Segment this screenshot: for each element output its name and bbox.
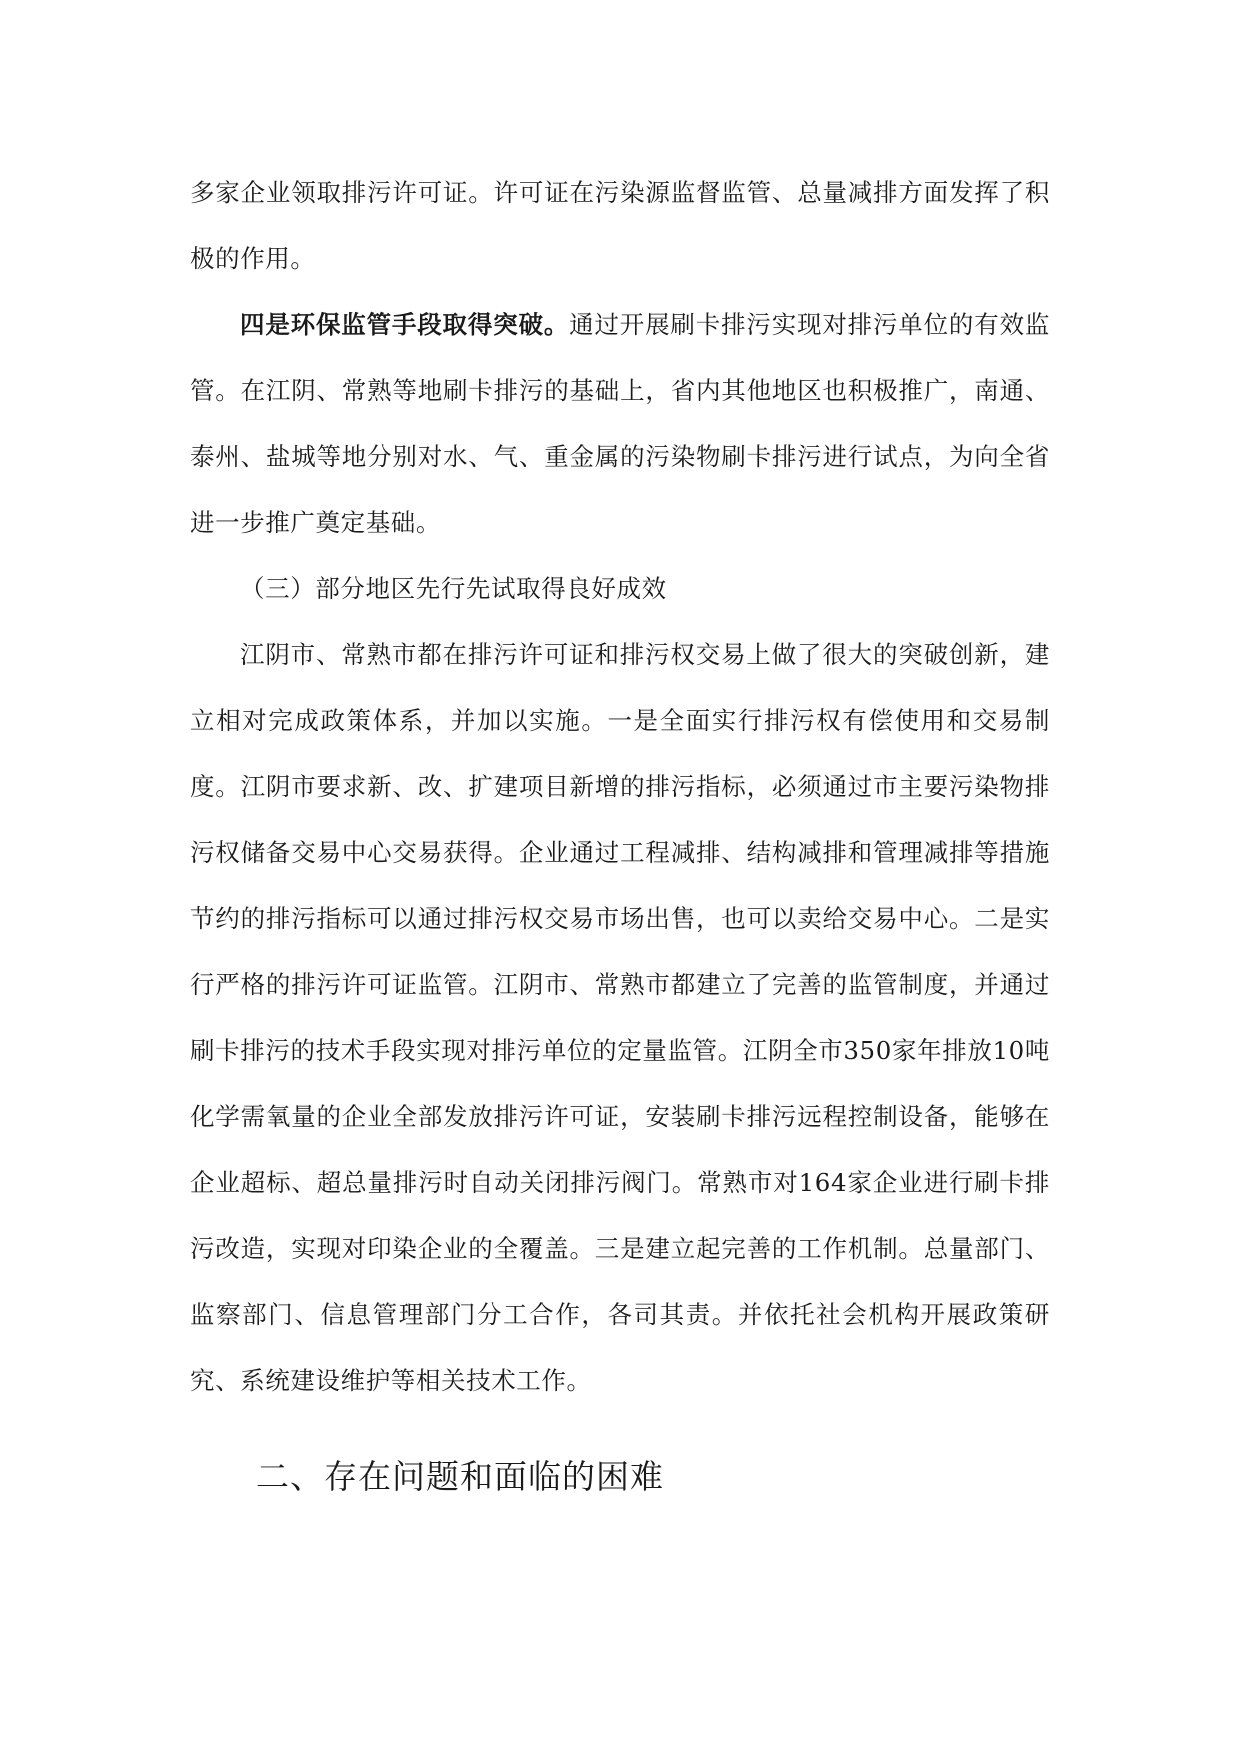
paragraph-permit-role: 多家企业领取排污许可证。许可证在污染源监督监管、总量减排方面发挥了积极的作用。 [190,178,1050,273]
paragraph-jiangyin-changshu: 江阴市、常熟市都在排污许可证和排污权交易上做了很大的突破创新，建立相对完成政策体系，并加以实施。一是全面实行排污权有偿使用和交易制度。江阴市要求新、改、扩建项目新增的排污指标，必须通过市主要污染物排污权储备交易中心交易获得。企业通过工程减排、结构减排和管理减排等措施节约的排污指标可以通过排污权交易市场出售，也可以卖给交易中心。二是实行严格的排污许可证监管。江阴市、常熟市都建立了完善的监管制度，并通过刷卡排污的技术手段实现对排污单位的定量监管。江阴全市350家年排放10吨化学需氧量的企业全部发放排污许可证，安装刷卡排污远程控制设备，能够在企业超标、超总量排污时自动关闭排污阀门。常熟市对164家企业进行刷卡排污改造，实现对印染企业的全覆盖。三是建立起完善的工作机制。总量部门、监察部门、信息管理部门分工合作，各司其责。并依托社会机构开展政策研究、系统建设维护等相关技术工作。 [190,640,1050,1395]
document-body [190,160,1050,1510]
section-heading-problems: 二、存在问题和面临的困难 [256,1457,664,1496]
subheading-pilot-regions: （三）部分地区先行先试取得良好成效 [240,574,667,603]
paragraph-lead-bold: 四是环保监管手段取得突破。 [240,310,570,339]
paragraph-regulatory-breakthrough [190,292,1050,556]
paragraph-body: 通过开展刷卡排污实现对排污单位的有效监管。在江阴、常熟等地刷卡排污的基础上，省内其他地区也积极推广，南通、泰州、盐城等地分别对水、气、重金属的污染物刷卡排污进行试点，为向全省进一步推广奠定基础。 [190,310,1050,537]
